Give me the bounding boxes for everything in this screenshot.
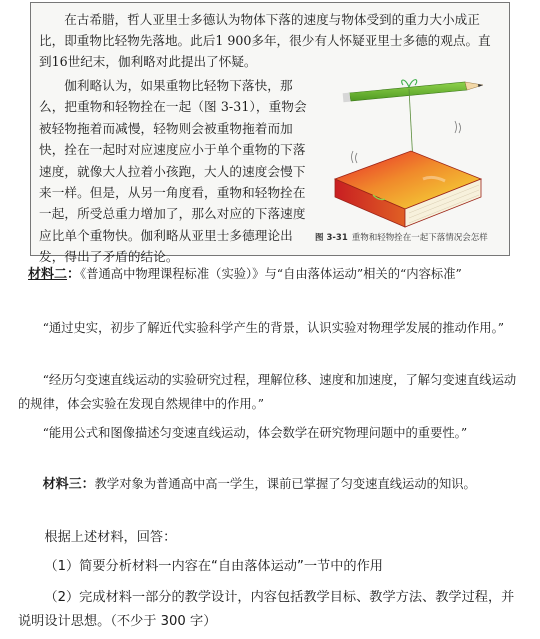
material3-paragraph [18, 472, 526, 497]
material2-intro [18, 262, 526, 287]
material3-text: 教学对象为普通高中高一学生，课前已掌握了匀变速直线运动的知识。 [94, 477, 476, 491]
material2-label: 材料二 [28, 267, 68, 282]
questions-prompt: 根据上述材料，回答： [44, 530, 177, 545]
textbook-excerpt [30, 2, 510, 265]
standard-quote-1: “通过史实，初步了解近代实验科学产生的背景，认识实验对物理学发展的推动作用。” [42, 321, 505, 335]
figure-number: 图 3-31 [315, 233, 348, 243]
material3-separator: ： [81, 477, 95, 492]
excerpt-intro: 在古希腊，哲人亚里士多德认为物体下落的速度与物体受到的重力大小成正比，即重物比轻物先落地。此后1 900多年，很少有人怀疑亚里士多德的观点。直到16世纪末，伽利略对此提出了怀疑。 [39, 12, 491, 69]
question-2: （2）完成材料一部分的教学设计，内容包括教学目标、教学方法、教学过程，并说明设计思想。（不少于 300 字） [18, 590, 515, 629]
standard-quote-2: “经历匀变速直线运动的实验研究过程，理解位移、速度和加速度，了解匀变速直线运动的规律，体会实验在发现自然规律中的作用。” [18, 373, 517, 411]
material3-label: 材料三 [42, 477, 82, 492]
pencil [343, 82, 483, 102]
figure-caption-text: 重物和轻物拴在一起下落情况会怎样 [351, 233, 488, 243]
material2-text: 《普通高中物理课程标准（实验）》与“自由落体运动”相关的“内容标准” [80, 267, 462, 281]
figure-caption [315, 231, 509, 243]
heavy-light-objects-figure [313, 67, 509, 253]
question-1: （1）简要分析材料一内容在“自由落体运动”一节中的作用 [44, 559, 383, 574]
standard-quote-3: “能用公式和图像描述匀变速直线运动，体会数学在研究物理问题中的重要性。” [42, 426, 468, 440]
material2-separator: ： [67, 267, 81, 282]
excerpt-body: 伽利略认为，如果重物比轻物下落快，那么，把重物和轻物拴在一起（图 3-31），重物会被轻物拖着而减慢，轻物则会被重物拖着而加快，拴在一起时对应速度应小于单个重物的下落速度，就像大人拉着小孩跑，大人的速度会慢下来一样。但是，从另一角度看，重物和轻物拴在一起，所受总重力增加了，那么对应的下落速度应比单个重物快。伽利略从亚里士多德理论出发，得出了矛盾的结论。 [39, 78, 307, 265]
